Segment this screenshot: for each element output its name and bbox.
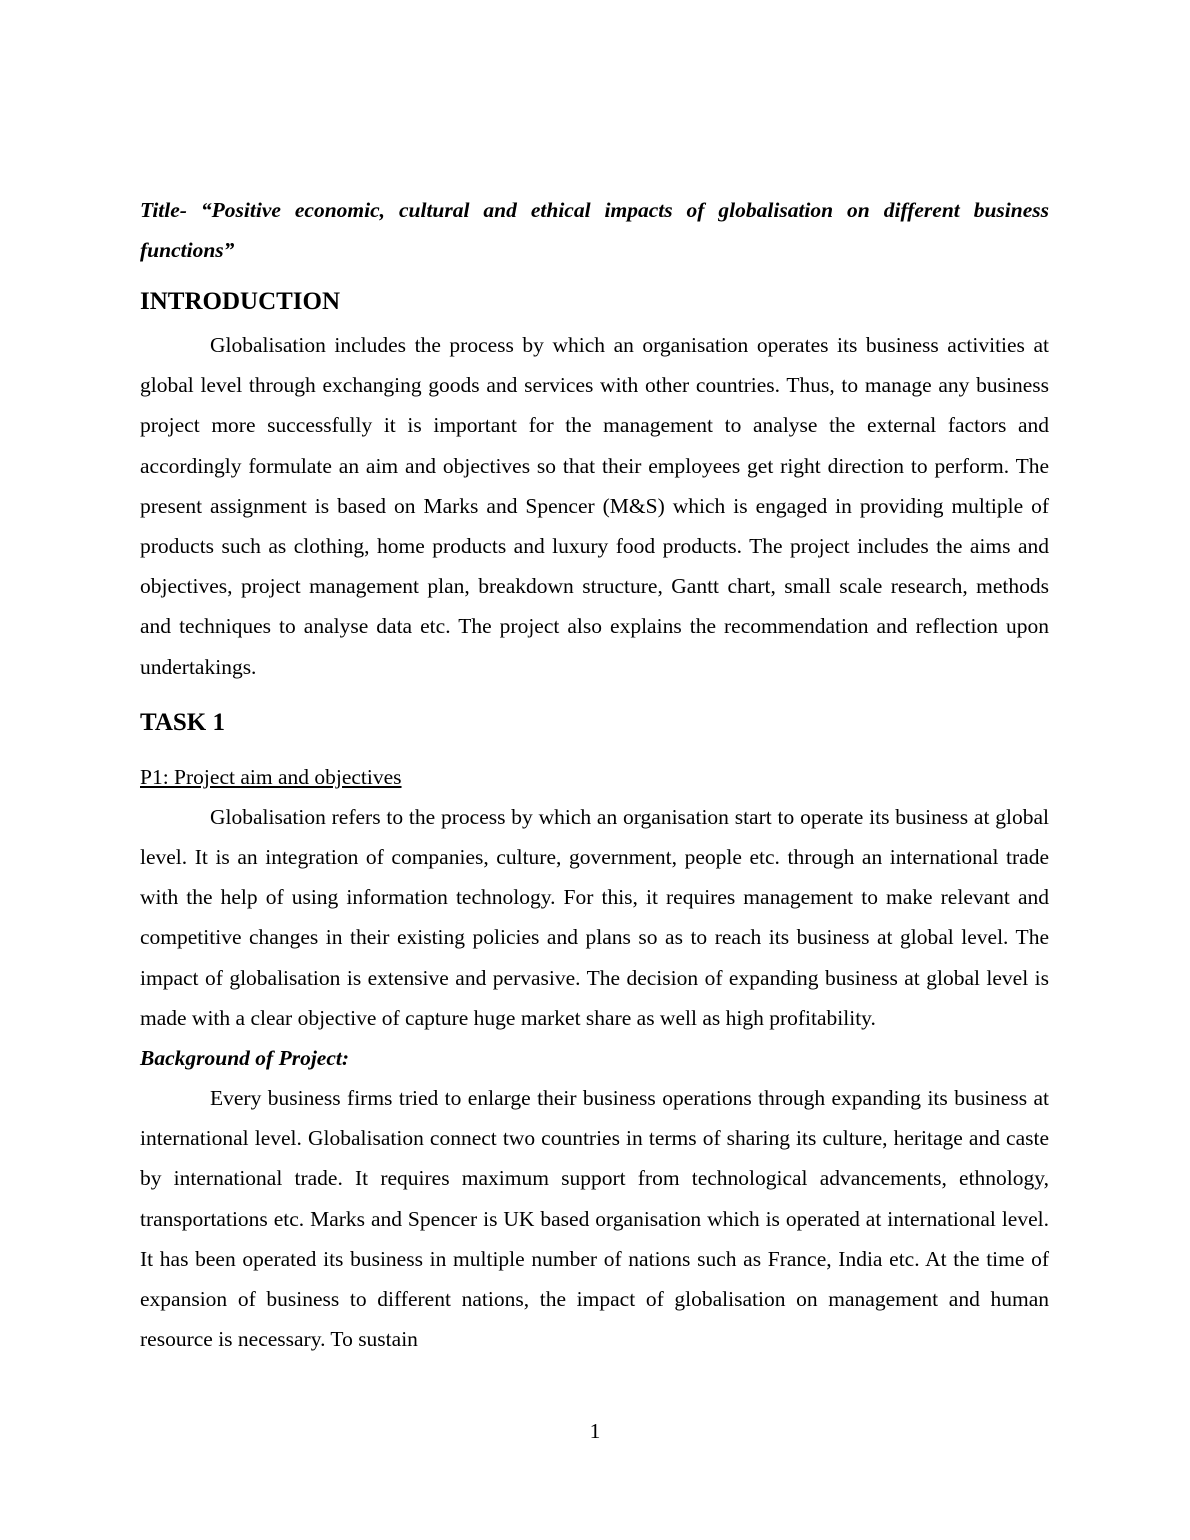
page-number: 1 [589,1419,601,1443]
task1-heading: TASK 1 [140,708,225,736]
background-heading: Background of Project: [140,1046,350,1071]
document-page [140,190,1049,1359]
task1-subheading: P1: Project aim and objectives [140,764,402,789]
background-paragraph: Every business firms tried to enlarge their business operations through expanding its business at international level. Globalisation connect two countries in terms of sharing its culture, heritage and caste by international trade. It requires maximum support from technological advancements, ethnology, transportations etc. Marks and Spencer is UK based organisation which is operated at international level. It has been operated its business in multiple number of nations such as France, India etc. At the time of expansion of business to different nations, the impact of globalisation on management and human resource is necessary. To sustain [140,1086,1049,1352]
introduction-paragraph: Globalisation includes the process by which an organisation operates its business activities at global level through exchanging goods and services with other countries. Thus, to manage any business project more successfully it is important for the management to analyse the external factors and accordingly formulate an aim and objectives so that their employees get right direction to perform. The present assignment is based on Marks and Spencer (M&S) which is engaged in providing multiple of products such as clothing, home products and luxury food products. The project includes the aims and objectives, project management plan, breakdown structure, Gantt chart, small scale research, methods and techniques to analyse data etc. The project also explains the recommendation and reflection upon undertakings. [140,333,1049,679]
task1-paragraph: Globalisation refers to the process by which an organisation start to operate its business at global level. It is an integration of companies, culture, government, people etc. through an international trade with the help of using information technology. For this, it requires management to make relevant and competitive changes in their existing policies and plans so as to reach its business at global level. The impact of globalisation is extensive and pervasive. The decision of expanding business at global level is made with a clear objective of capture huge market share as well as high profitability. [140,804,1049,1030]
document-title: Title- “Positive economic, cultural and ethical impacts of globalisation on different business functions” [140,198,1049,262]
introduction-heading: INTRODUCTION [140,288,341,315]
